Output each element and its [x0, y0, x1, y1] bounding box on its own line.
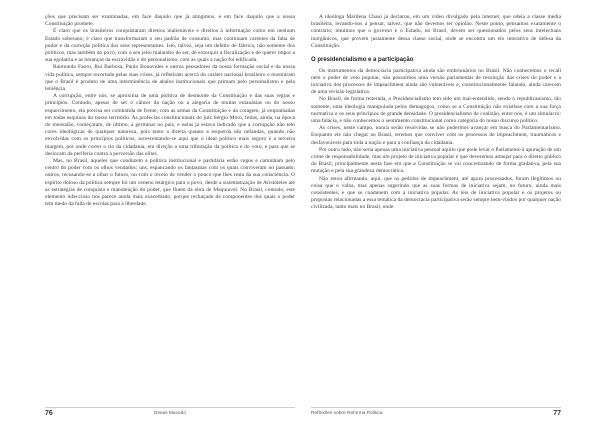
right-page [311, 14, 561, 212]
right-paragraph-1: Os instrumentos da democracia participativa ainda são embrionários no Brasil. Não conhecemos o recall nem o poder de veto popular, não possuímos uma versão parlamentar de resolução das crises do poder e a iniciativa dos processos de impeachment ainda são vulneráveis e, constitucionalmente falando, ainda carecem de uma revisão legislativa. [311, 67, 561, 96]
right-paragraph-2: No Brasil, de forma reiterada, o Presidencialismo tem sido um mal-entendido, sendo o republicanismo, tão somente, uma ideologia manipulada pelos demagogos, como se a Constituição não existisse com a sua força normativa e os seus princípios de grande densidade. O presidencialismo de coalizão, entre nós, é um simulacro: uma falácia, e não conhecemos o sentimento constitucional como categoria do nosso discurso político. [311, 96, 561, 124]
right-running-head: Reflexões sobre Reforma Política [311, 410, 383, 416]
section-heading: O presidencialismo e a participação [311, 57, 414, 64]
left-paragraph-4: A corrupção, entre nós, se aproxima de uma política de desmonte da Constituição e das suas regras e princípios. Contudo, apesar de ser o câncer da nação ou a alegoria de muitas eutanásias ou do nosso esquecimento, ela precisa ser combatida de frente, com as armas da Constituição e da coragem, já empunhadas em todas esquinas do nosso território. As profecias constitucionais do juiz Sérgio Moro, feitas, ainda, na época do mensalão, começaram, de último, a germinar no país, e nelas já estava indicado que a corrupção não tem cores ideológicas de qualquer natureza, pois tanto a direita quanto a esquerda são nefandas, quando não envolvidas com os princípios políticos, acrescentando-se aqui que o ideal político mais seguro é a terceira margem, por onde correr o rio da cidadania, em direção a uma tributação da política e do voto, e para que se deslocam da periferia contra a perversão das elites. [45, 93, 295, 157]
right-footer [311, 407, 561, 418]
left-paragraph-5: Mas, no Brasil, aqueles que conduzem a política institucional e partidária estão cegos e caminham pelo centro do poder com os olhos vendados: uns, espancando os fantasmas com os quais conviveram no passado; outros, recusando-se a olhar o futuro, ou com o receio de vender o pouco que lhes resta da sua consciência. O espírito doloso da política sempre foi um veneno letárgico para o povo, desde a sistematização de Aristóteles até as estratégias de conquista e manutenção do poder, que fluem da obra de Maquiavel. No Brasil, contudo, este elemento infeccioso nos parece ainda mais exacerbado, porque rechaçado de componentes dos quais o poder tem medo da falta de escolas para a liberdade. [45, 158, 295, 208]
right-paragraph-3: As crises, neste campo, nunca serão resolvidas se não pudermos avançar em busca do Parlamentarismo. Enquanto ele não chegar ao Brasil, teremos que conviver com os processos de impeachment, traumáticos e desfavoráveis para toda a nação e para a confiança da cidadania. [311, 125, 561, 146]
left-footer [45, 407, 295, 418]
left-paragraph-2: É claro que os brasileiros conquistaram direitos inalienáveis e direitos à informação como em nenhum Estado soberano; é claro que transformaram o seu padrão de consumo, mas continuam carentes da falta de pudor e da correção política dos seus representantes. Isto, talvez, seja um defeito de fábrica, não somente dos políticos, mas também do povo, com o seu jeito malandro de ser, de extorquir a fiscalização e de querer impor a sua egolatria e as heranças da escravidão e do personalismo, com as quais a nação foi edificada. [45, 28, 295, 64]
left-page-number: 76 [45, 409, 53, 417]
left-running-head: Dimas Macedo [154, 410, 186, 416]
right-paragraph-5: Não estou afirmando, aqui, que os pedidos de impeachment, até agora processados, foram ilegítimos ou coisa que o valha, mas apenas sugerindo que as suas formas de iniciativa sejam, no futuro, ainda mais consistentes, e que se coadunem com a iniciativa popular. As leis de iniciativa popular e os projetos ou propostas relacionadas a essa temática da democracia participativa serão sempre bem-vindos por qualquer nação civilizada, tanto mais no Brasil, onde [311, 175, 561, 211]
right-paragraph-4: Por outro lado, não seria apenas uma iniciativa pessoal aquilo que pode levar o Parlamento à apuração de um crime de responsabilidade, mas um projeto de iniciativa popular é que deveremos almejar para o direito público do Brasil, principalmente nesta fase em que a Constituição se vai concretizando de forma gradativa, pela sua mutação e pela sua grandeza democrática. [311, 146, 561, 175]
left-paragraph-3: Raimundo Faoro, Rui Barbosa, Paulo Bonavides e outros pensadores da nossa formação social e da nossa vida política, sempre recortada pelas suas crises, já refletiram acerca do caráter nacional brasileiro e mostraram que o Brasil é produto de uma interminência de abalos institucionais que primam pelo personalismo e pela leniência. [45, 64, 295, 93]
right-page-number: 77 [553, 409, 561, 417]
right-intro-paragraph: A ideóloga Marilena Chauí já declarou, em um vídeo divulgado pela internet, que odeia a classe média brasileira, levando-nos a pensar, talvez, que não devemos ter opinião. Neste ponto, pensamos exatamente o contrário; intuímos que o governo e o Estado, no Brasil, devem ser questionados pelos seus intelectuais inorgânicos, que provem justamente dessa classe social, onde se encontra um elo interativo de defesa da Constituição. [311, 14, 561, 49]
left-page [45, 14, 295, 208]
left-paragraph-1: ções que precisam ser examinadas, em face daquilo que já atingimos, e em face daquilo que a nossa Constituição promete. [45, 14, 295, 28]
